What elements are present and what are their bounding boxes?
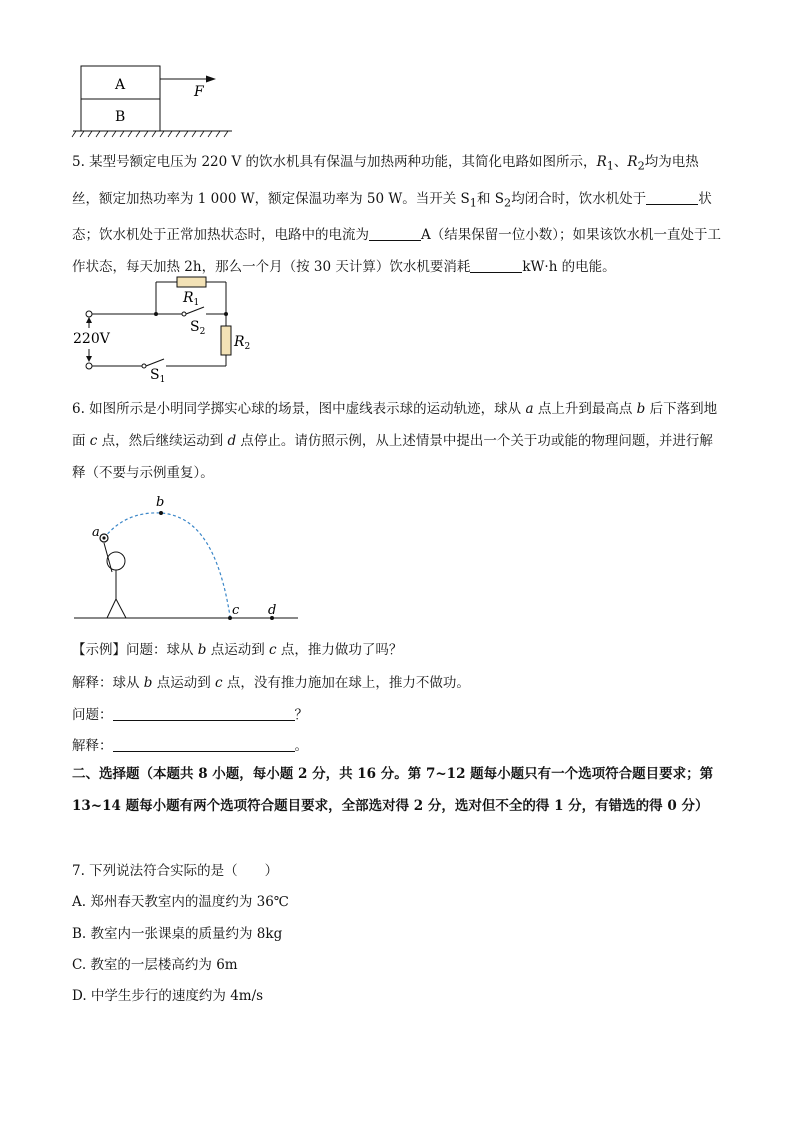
label-d: d — [268, 603, 277, 618]
answer-explain-line: 解释： 。 — [72, 738, 308, 754]
block-force-figure — [70, 62, 240, 140]
answer-explain-blank[interactable] — [113, 737, 295, 752]
label-c: c — [232, 603, 240, 618]
voltage-label: 220V — [73, 331, 110, 347]
example-explanation: 解释：球从 b 点运动到 c 点，没有推力施加在球上，推力不做功。 — [72, 675, 470, 691]
person-head — [107, 552, 125, 570]
question-6: 6. 如图所示是小明同学掷实心球的场景，图中虚线表示球的运动轨迹，球从 a 点上升到最高点 b 后下落到地面 c 点，然后继续运动到 d 点停止。请仿照示例，从上述情景中提出一个关于功或能的物理问题，并进行解释（不要与示例重复）。 — [72, 401, 718, 481]
r2-label: $R_2$ — [234, 334, 251, 352]
question-5: 5. 某型号额定电压为 220 V 的饮水机具有保温与加热两种功能，其简化电路如图所示，$R_1$、$R_2$均为电热丝，额定加热功率为 1 000 W，额定保温功率为 50 W。当开关 $S_1$和 $S_2$均闭合时，饮水机处于 状态；饮水机处于正常加热状态时，电路中的电流为 A（结果保留一位小数）；如果该饮水机一直处于工作状态，每天加热 2h，那么一个月（按 30 天计算）饮水机要消耗 kW·h 的电能。 — [72, 154, 721, 276]
resistor-r1 — [177, 277, 206, 287]
point-b — [159, 511, 163, 515]
force-arrow-head — [206, 76, 216, 83]
s1-label: $S_1$ — [150, 367, 166, 384]
circuit-diagram — [70, 272, 260, 384]
ground-hatching — [72, 131, 228, 137]
terminal-bottom — [86, 363, 92, 369]
example-question: 【示例】问题：球从 b 点运动到 c 点，推力做功了吗？ — [72, 642, 403, 658]
option-b[interactable]: B. 教室内一张课桌的质量约为 8kg — [72, 926, 283, 942]
section-2-heading: 二、选择题（本题共 8 小题，每小题 2 分，共 16 分。第 7~12 题每小题只有一个选项符合题目要求；第 13~14 题每小题有两个选项符合题目要求，全部选对得 2 分，选对但不全的得 1 分，有错选的得 0 分） — [72, 766, 714, 814]
switch-s1-pivot — [142, 364, 146, 368]
option-a[interactable]: A. 郑州春天教室内的温度约为 36℃ — [72, 894, 289, 910]
voltage-arrow-down — [86, 356, 92, 362]
label-a: a — [92, 525, 100, 540]
force-label: F — [194, 84, 204, 100]
person-leg-left — [107, 599, 116, 618]
resistor-r2 — [221, 326, 231, 355]
voltage-arrow-up — [86, 317, 92, 323]
question-7-stem: 7. 下列说法符合实际的是（ ） — [72, 863, 279, 879]
answer-question-line: 问题： ？ — [72, 707, 308, 723]
s2-label: $S_2$ — [190, 319, 206, 337]
terminal-top — [86, 311, 92, 317]
switch-s2-blade — [186, 307, 204, 314]
option-d[interactable]: D. 中学生步行的速度约为 4m/s — [72, 988, 264, 1004]
answer-question-blank[interactable] — [113, 706, 295, 721]
ball-throw-figure — [70, 494, 310, 624]
block-b-label: B — [115, 109, 126, 125]
label-b: b — [156, 495, 165, 510]
block-a-label: A — [115, 77, 126, 93]
answer-blank-1[interactable] — [646, 190, 698, 205]
answer-blank-3[interactable] — [470, 258, 522, 273]
r1-label: $R_1$ — [183, 290, 200, 308]
option-c[interactable]: C. 教室的一层楼高约为 6m — [72, 957, 238, 973]
switch-s1-blade — [146, 359, 164, 366]
switch-s2-pivot — [182, 312, 186, 316]
answer-blank-2[interactable] — [369, 226, 421, 241]
person-leg-right — [116, 599, 126, 618]
